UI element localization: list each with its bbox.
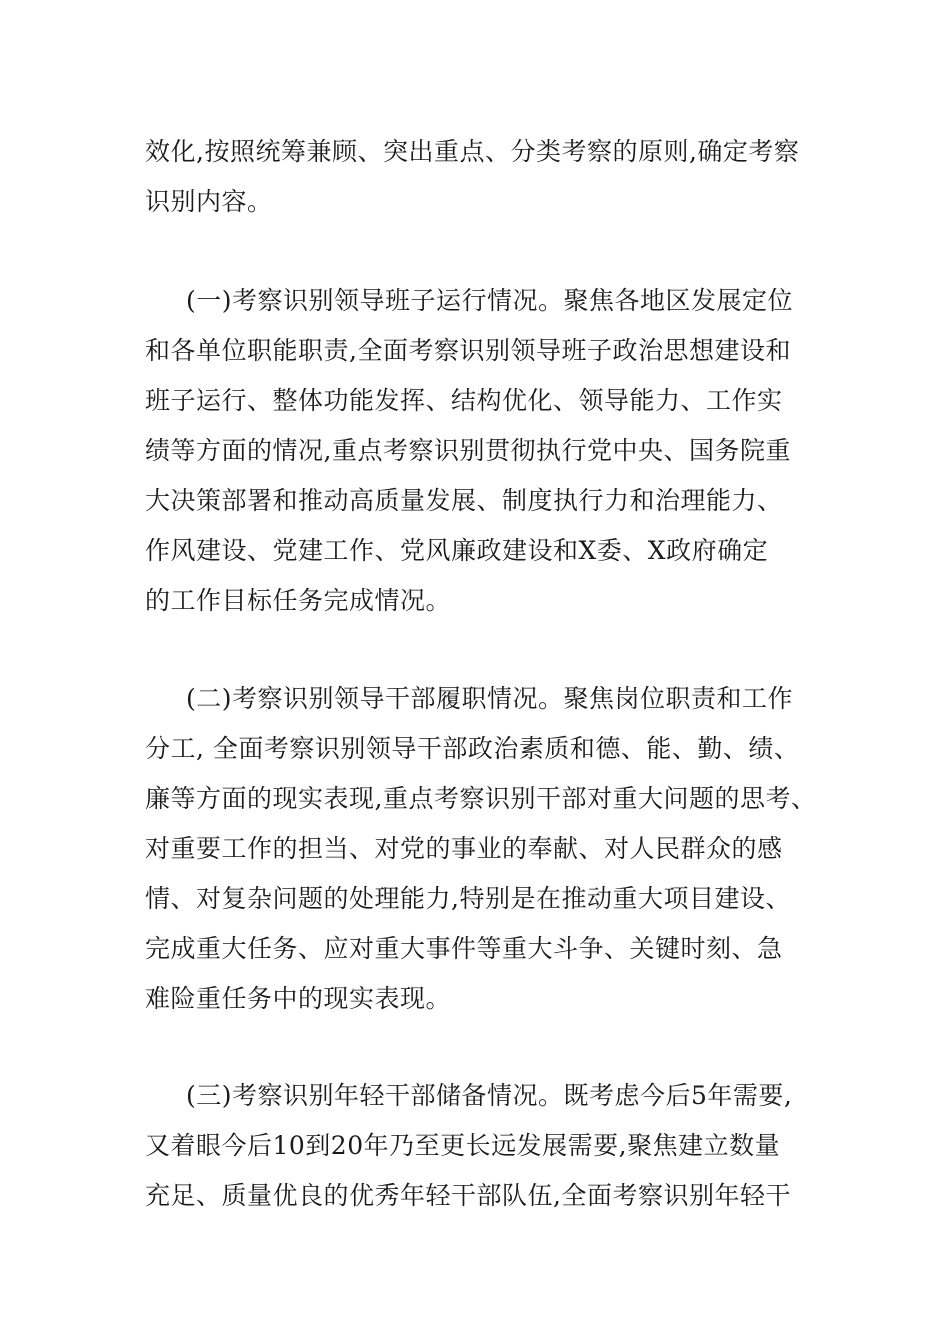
paragraph-0-line-1: 识别内容。 [145,187,273,216]
paragraph-3-line-0: (三)考察识别年轻干部储备情况。既考虑今后5年需要, [186,1081,793,1110]
paragraph-2-line-6: 难险重任务中的现实表现。 [145,984,452,1013]
paragraph-2-line-0: (二)考察识别领导干部履职情况。聚焦岗位职责和工作 [186,684,794,713]
paragraph-2-line-1: 分工, 全面考察识别领导干部政治素质和德、能、勤、绩、 [145,734,800,763]
paragraph-1-line-1: 和各单位职能职责,全面考察识别领导班子政治思想建设和 [145,336,791,365]
paragraph-2-line-5: 完成重大任务、应对重大事件等重大斗争、关键时刻、急 [145,934,783,963]
paragraph-1-line-0: (一)考察识别领导班子运行情况。聚焦各地区发展定位 [186,286,794,315]
paragraph-2-line-3: 对重要工作的担当、对党的事业的奉献、对人民群众的感 [145,834,783,863]
paragraph-2-line-4: 情、对复杂问题的处理能力,特别是在推动重大项目建设、 [145,884,791,913]
paragraph-3-line-1: 又着眼今后10到20年乃至更长远发展需要,聚焦建立数量 [145,1131,781,1160]
paragraph-0-line-0: 效化,按照统筹兼顾、突出重点、分类考察的原则,确定考察 [145,137,800,166]
paragraph-1-line-6: 的工作目标任务完成情况。 [145,586,452,615]
paragraph-1-line-5: 作风建设、党建工作、党风廉政建设和X委、X政府确定 [145,536,769,565]
paragraph-1-line-2: 班子运行、整体功能发挥、结构优化、领导能力、工作实 [145,386,783,415]
paragraph-3-line-2: 充足、质量优良的优秀年轻干部队伍,全面考察识别年轻干 [145,1181,791,1210]
paragraph-1-line-4: 大决策部署和推动高质量发展、制度执行力和治理能力、 [145,486,783,515]
paragraph-1-line-3: 绩等方面的情况,重点考察识别贯彻执行党中央、国务院重 [145,436,791,465]
paragraph-2-line-2: 廉等方面的现实表现,重点考察识别干部对重大问题的思考、 [145,784,817,813]
